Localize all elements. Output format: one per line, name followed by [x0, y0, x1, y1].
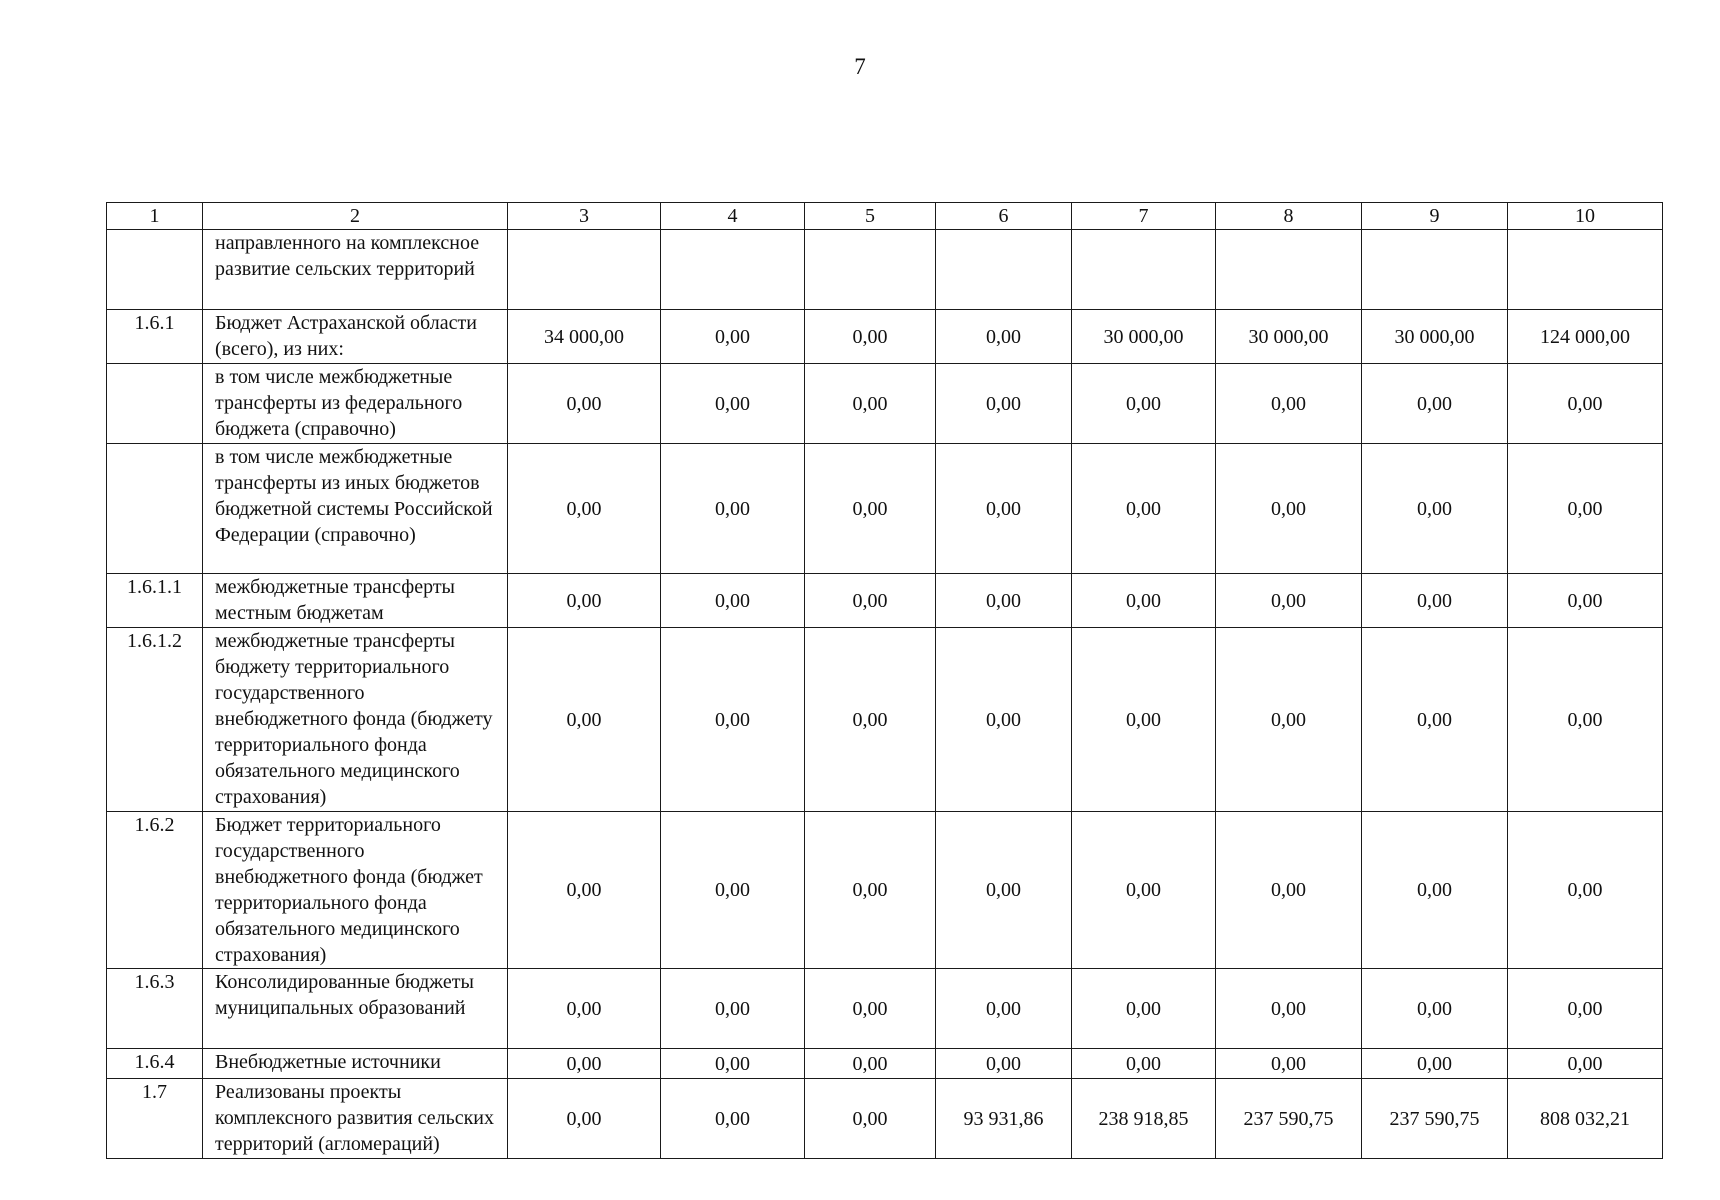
table-row: [107, 364, 1663, 444]
value-cell: 0,00: [1362, 364, 1508, 444]
row-number: 1.6.3: [107, 969, 203, 1049]
row-number: 1.6.1.2: [107, 628, 203, 812]
value-cell: 124 000,00: [1508, 310, 1663, 364]
value-cell: [936, 230, 1072, 310]
value-cell: 0,00: [661, 969, 805, 1049]
value-cell: 0,00: [1508, 1049, 1663, 1079]
value-cell: 238 918,85: [1072, 1079, 1216, 1159]
value-cell: 0,00: [1362, 1049, 1508, 1079]
value-cell: [1072, 230, 1216, 310]
value-cell: 0,00: [805, 969, 936, 1049]
value-cell: 0,00: [936, 364, 1072, 444]
value-cell: 0,00: [805, 310, 936, 364]
value-cell: 0,00: [1072, 364, 1216, 444]
value-cell: 93 931,86: [936, 1079, 1072, 1159]
row-description: Бюджет Астраханской области (всего), из них:: [203, 310, 508, 364]
table-row: [107, 444, 1663, 574]
value-cell: 0,00: [508, 1049, 661, 1079]
value-cell: 0,00: [661, 628, 805, 812]
value-cell: 0,00: [508, 444, 661, 574]
value-cell: 0,00: [1072, 1049, 1216, 1079]
value-cell: 0,00: [1362, 574, 1508, 628]
value-cell: 0,00: [805, 574, 936, 628]
value-cell: 0,00: [1072, 574, 1216, 628]
value-cell: [1216, 230, 1362, 310]
value-cell: 0,00: [508, 812, 661, 969]
value-cell: 0,00: [805, 1079, 936, 1159]
page-number: 7: [854, 54, 866, 79]
value-cell: 0,00: [508, 1079, 661, 1159]
row-number: [107, 364, 203, 444]
value-cell: 0,00: [661, 812, 805, 969]
value-cell: 0,00: [661, 574, 805, 628]
value-cell: 0,00: [1072, 628, 1216, 812]
value-cell: [1508, 230, 1663, 310]
value-cell: 0,00: [1216, 1049, 1362, 1079]
value-cell: 237 590,75: [1216, 1079, 1362, 1159]
table-row: [107, 574, 1663, 628]
row-number: [107, 230, 203, 310]
value-cell: 0,00: [1216, 444, 1362, 574]
value-cell: 0,00: [936, 1049, 1072, 1079]
value-cell: 0,00: [1216, 969, 1362, 1049]
value-cell: [661, 230, 805, 310]
value-cell: [1362, 230, 1508, 310]
row-description: Реализованы проекты комплексного развития сельских территорий (агломераций): [203, 1079, 508, 1159]
value-cell: 0,00: [1508, 444, 1663, 574]
value-cell: 0,00: [805, 1049, 936, 1079]
value-cell: 34 000,00: [508, 310, 661, 364]
value-cell: [805, 230, 936, 310]
value-cell: 0,00: [805, 364, 936, 444]
value-cell: 0,00: [1216, 628, 1362, 812]
table-row: [107, 230, 1663, 310]
row-description: в том числе межбюджетные трансферты из иных бюджетов бюджетной системы Российской Федерации (справочно): [203, 444, 508, 574]
value-cell: 0,00: [508, 969, 661, 1049]
value-cell: 30 000,00: [1362, 310, 1508, 364]
table-row: [107, 812, 1663, 969]
value-cell: 0,00: [936, 812, 1072, 969]
value-cell: 0,00: [805, 628, 936, 812]
value-cell: 0,00: [661, 1049, 805, 1079]
value-cell: 30 000,00: [1072, 310, 1216, 364]
value-cell: 0,00: [1216, 812, 1362, 969]
row-description: межбюджетные трансферты бюджету территориального государственного внебюджетного фонда (бюджету территориального фонда обязательного медицинского страхования): [203, 628, 508, 812]
value-cell: 0,00: [936, 628, 1072, 812]
row-number: 1.6.2: [107, 812, 203, 969]
value-cell: 0,00: [661, 1079, 805, 1159]
value-cell: 0,00: [1216, 364, 1362, 444]
table-row: [107, 1049, 1663, 1079]
column-header: 3: [508, 203, 661, 230]
value-cell: 0,00: [805, 444, 936, 574]
value-cell: 0,00: [661, 444, 805, 574]
column-header: 10: [1508, 203, 1663, 230]
value-cell: 0,00: [1216, 574, 1362, 628]
value-cell: 0,00: [1508, 364, 1663, 444]
value-cell: 0,00: [1508, 628, 1663, 812]
table-row: [107, 628, 1663, 812]
row-description: направленного на комплексное развитие сельских территорий: [203, 230, 508, 310]
value-cell: 0,00: [1362, 812, 1508, 969]
column-header: 7: [1072, 203, 1216, 230]
row-number: [107, 444, 203, 574]
value-cell: 0,00: [1508, 969, 1663, 1049]
value-cell: 0,00: [508, 628, 661, 812]
row-number: 1.6.1.1: [107, 574, 203, 628]
column-header: 5: [805, 203, 936, 230]
column-header: 2: [203, 203, 508, 230]
value-cell: 0,00: [1072, 812, 1216, 969]
value-cell: 0,00: [508, 574, 661, 628]
row-number: 1.6.4: [107, 1049, 203, 1079]
value-cell: 0,00: [661, 310, 805, 364]
value-cell: 0,00: [1508, 574, 1663, 628]
value-cell: 0,00: [805, 812, 936, 969]
value-cell: [508, 230, 661, 310]
value-cell: 0,00: [1072, 969, 1216, 1049]
value-cell: 0,00: [1362, 969, 1508, 1049]
column-header: 6: [936, 203, 1072, 230]
value-cell: 0,00: [936, 310, 1072, 364]
value-cell: 808 032,21: [1508, 1079, 1663, 1159]
value-cell: 0,00: [936, 444, 1072, 574]
table-row: [107, 969, 1663, 1049]
value-cell: 30 000,00: [1216, 310, 1362, 364]
value-cell: 0,00: [1362, 628, 1508, 812]
budget-table: [106, 202, 1663, 1159]
value-cell: 0,00: [936, 574, 1072, 628]
row-description: в том числе межбюджетные трансферты из федерального бюджета (справочно): [203, 364, 508, 444]
value-cell: 0,00: [936, 969, 1072, 1049]
header-row: [107, 203, 1663, 230]
table-row: [107, 310, 1663, 364]
value-cell: 0,00: [1072, 444, 1216, 574]
value-cell: 237 590,75: [1362, 1079, 1508, 1159]
row-description: Внебюджетные источники: [203, 1049, 508, 1079]
value-cell: 0,00: [1362, 444, 1508, 574]
column-header: 1: [107, 203, 203, 230]
value-cell: 0,00: [1508, 812, 1663, 969]
column-header: 4: [661, 203, 805, 230]
column-header: 9: [1362, 203, 1508, 230]
value-cell: 0,00: [508, 364, 661, 444]
column-header: 8: [1216, 203, 1362, 230]
row-description: межбюджетные трансферты местным бюджетам: [203, 574, 508, 628]
row-number: 1.7: [107, 1079, 203, 1159]
table-row: [107, 1079, 1663, 1159]
row-number: 1.6.1: [107, 310, 203, 364]
value-cell: 0,00: [661, 364, 805, 444]
row-description: Бюджет территориального государственного внебюджетного фонда (бюджет территориального фонда обязательного медицинского страхования): [203, 812, 508, 969]
row-description: Консолидированные бюджеты муниципальных образований: [203, 969, 508, 1049]
